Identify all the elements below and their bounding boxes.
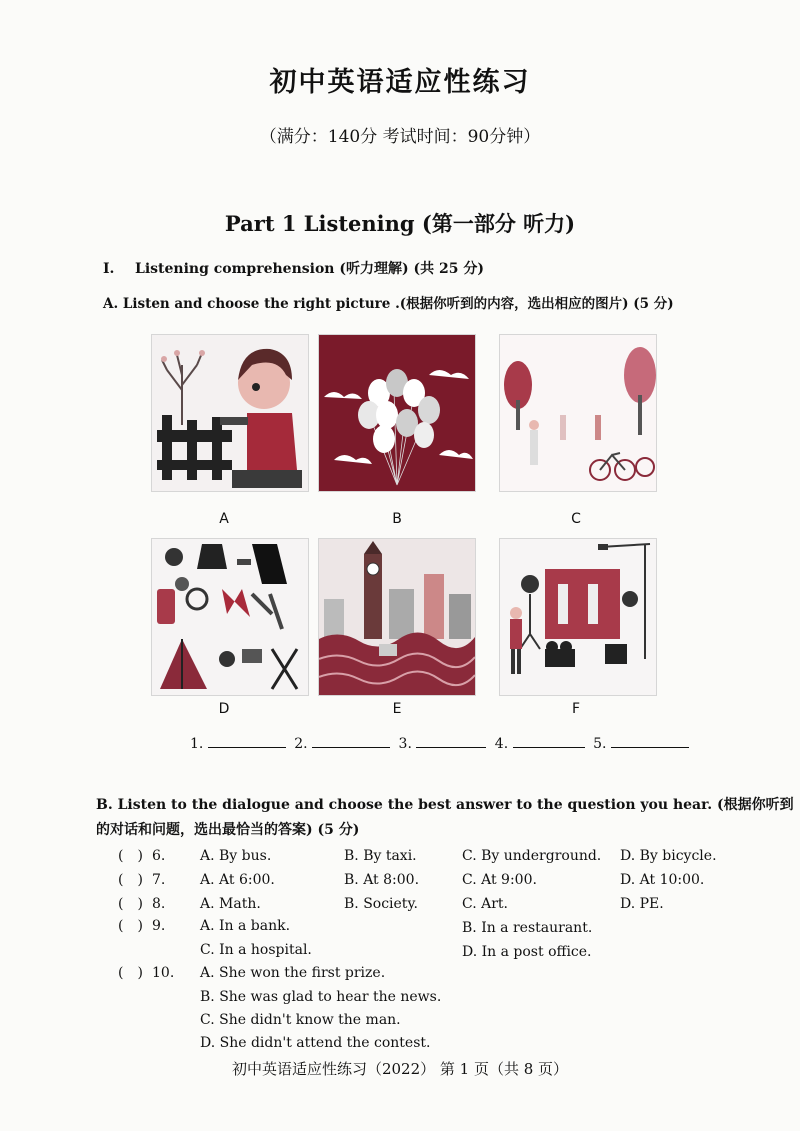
option-a: A. In a bank.	[200, 918, 291, 934]
option-b: B. At 8:00.	[344, 872, 420, 888]
answer-paren[interactable]: ( )	[118, 918, 143, 934]
answer-blank[interactable]	[312, 733, 390, 748]
balloons-icon	[318, 334, 476, 492]
answer-paren[interactable]: ( )	[118, 965, 143, 981]
answer-blank[interactable]	[513, 733, 585, 748]
option-d: D. By bicycle.	[620, 848, 717, 864]
park-cyclists-icon	[499, 334, 657, 492]
answer-paren[interactable]: ( )	[118, 872, 143, 888]
option-a: A. At 6:00.	[200, 872, 275, 888]
film-set-icon	[499, 538, 657, 696]
blank-number: 1.	[190, 736, 204, 752]
question-number: 7.	[152, 872, 166, 888]
option-d: D. In a post office.	[462, 944, 592, 960]
section-b-instruction: B. Listen to the dialogue and choose the best answer to the question you hear. (根据你听到的对话和问题，选出最恰当的答案) (5 分)	[96, 797, 794, 838]
option-a: A. Math.	[200, 896, 261, 912]
option-d: D. At 10:00.	[620, 872, 705, 888]
option-a: A. By bus.	[200, 848, 272, 864]
question-number: 8.	[152, 896, 166, 912]
blank-number: 2.	[294, 736, 308, 752]
question-number: 10.	[152, 965, 175, 981]
picture-label: A	[219, 511, 229, 527]
answer-paren[interactable]: ( )	[118, 848, 143, 864]
answer-paren[interactable]: ( )	[118, 896, 143, 912]
part-heading: Part 1 Listening (第一部分 听力)	[224, 211, 576, 236]
flooded-city-icon	[318, 538, 476, 696]
picture-label: D	[218, 701, 230, 717]
option-c: C. Art.	[462, 896, 508, 912]
page-title: 初中英语适应性练习	[269, 67, 531, 98]
exam-info: （满分：140分 考试时间：90分钟）	[259, 127, 541, 147]
camping-gear-icon	[151, 538, 309, 696]
option-a: A. She won the first prize.	[200, 965, 386, 981]
picture-label: F	[571, 701, 581, 717]
question-number: 6.	[152, 848, 166, 864]
option-c: C. At 9:00.	[462, 872, 537, 888]
answer-blanks	[190, 733, 693, 752]
blank-number: 4.	[494, 736, 509, 752]
section-a-instruction: A. Listen and choose the right picture .(根据你听到的内容，选出相应的图片) (5 分)	[103, 296, 674, 312]
page-footer: 初中英语适应性练习（2022） 第 1 页（共 8 页）	[231, 1060, 569, 1078]
option-c: C. By underground.	[462, 848, 602, 864]
picture-label: C	[571, 511, 581, 527]
answer-blank[interactable]	[416, 733, 486, 748]
option-d: D. She didn't attend the contest.	[200, 1035, 431, 1051]
option-c: C. In a hospital.	[200, 942, 312, 958]
blank-number: 3.	[398, 736, 412, 752]
option-c: C. She didn't know the man.	[200, 1012, 401, 1028]
section-number: I.	[103, 261, 115, 277]
blank-number: 5.	[593, 736, 607, 752]
section-heading	[103, 258, 484, 278]
section-title: Listening comprehension (听力理解) (共 25 分)	[135, 261, 484, 277]
picture-label: E	[392, 701, 402, 717]
question-number: 9.	[152, 918, 166, 934]
option-d: D. PE.	[620, 896, 664, 912]
girl-gardening-icon	[151, 334, 309, 492]
answer-blank[interactable]	[611, 733, 689, 748]
option-b: B. Society.	[344, 896, 418, 912]
picture-label: B	[392, 511, 402, 527]
option-b: B. By taxi.	[344, 848, 417, 864]
option-b: B. She was glad to hear the news.	[200, 989, 442, 1005]
answer-blank[interactable]	[208, 733, 286, 748]
option-b: B. In a restaurant.	[462, 920, 593, 936]
